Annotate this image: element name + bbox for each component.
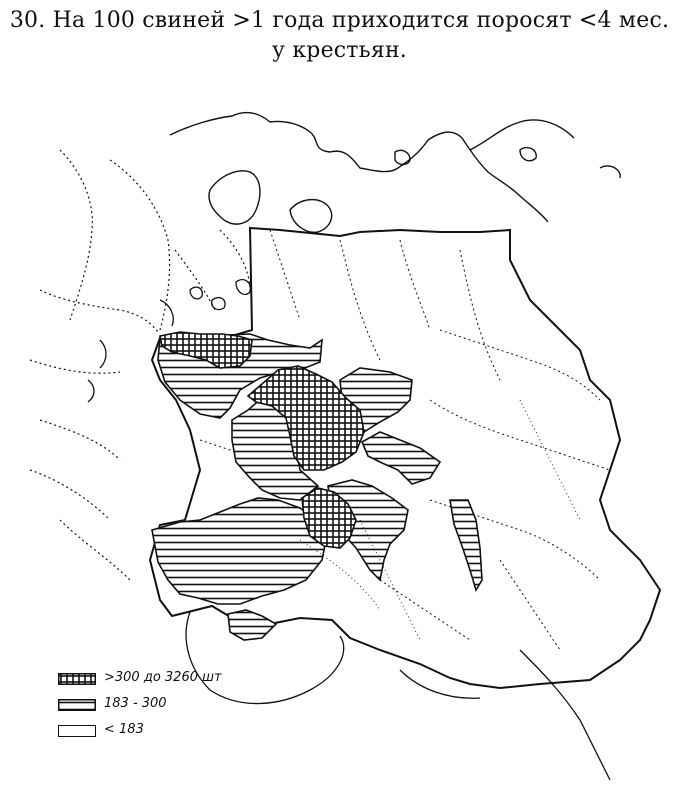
northern-coastline (170, 113, 620, 233)
choropleth-map (0, 80, 679, 793)
horizontal-lines-swatch (58, 699, 96, 711)
map-title-line-1: 30. На 100 свиней >1 года приходится поросят <4 мес. (9, 8, 670, 33)
crosshatch-swatch (58, 673, 96, 685)
legend-label-low: < 183 (104, 722, 144, 737)
legend-label-high: >300 до 3260 шт (104, 670, 222, 685)
map-title (0, 6, 679, 66)
map-title-line-2: у крестьян. (272, 38, 407, 63)
legend-label-mid: 183 - 300 (104, 696, 167, 711)
blank-swatch (58, 725, 96, 737)
